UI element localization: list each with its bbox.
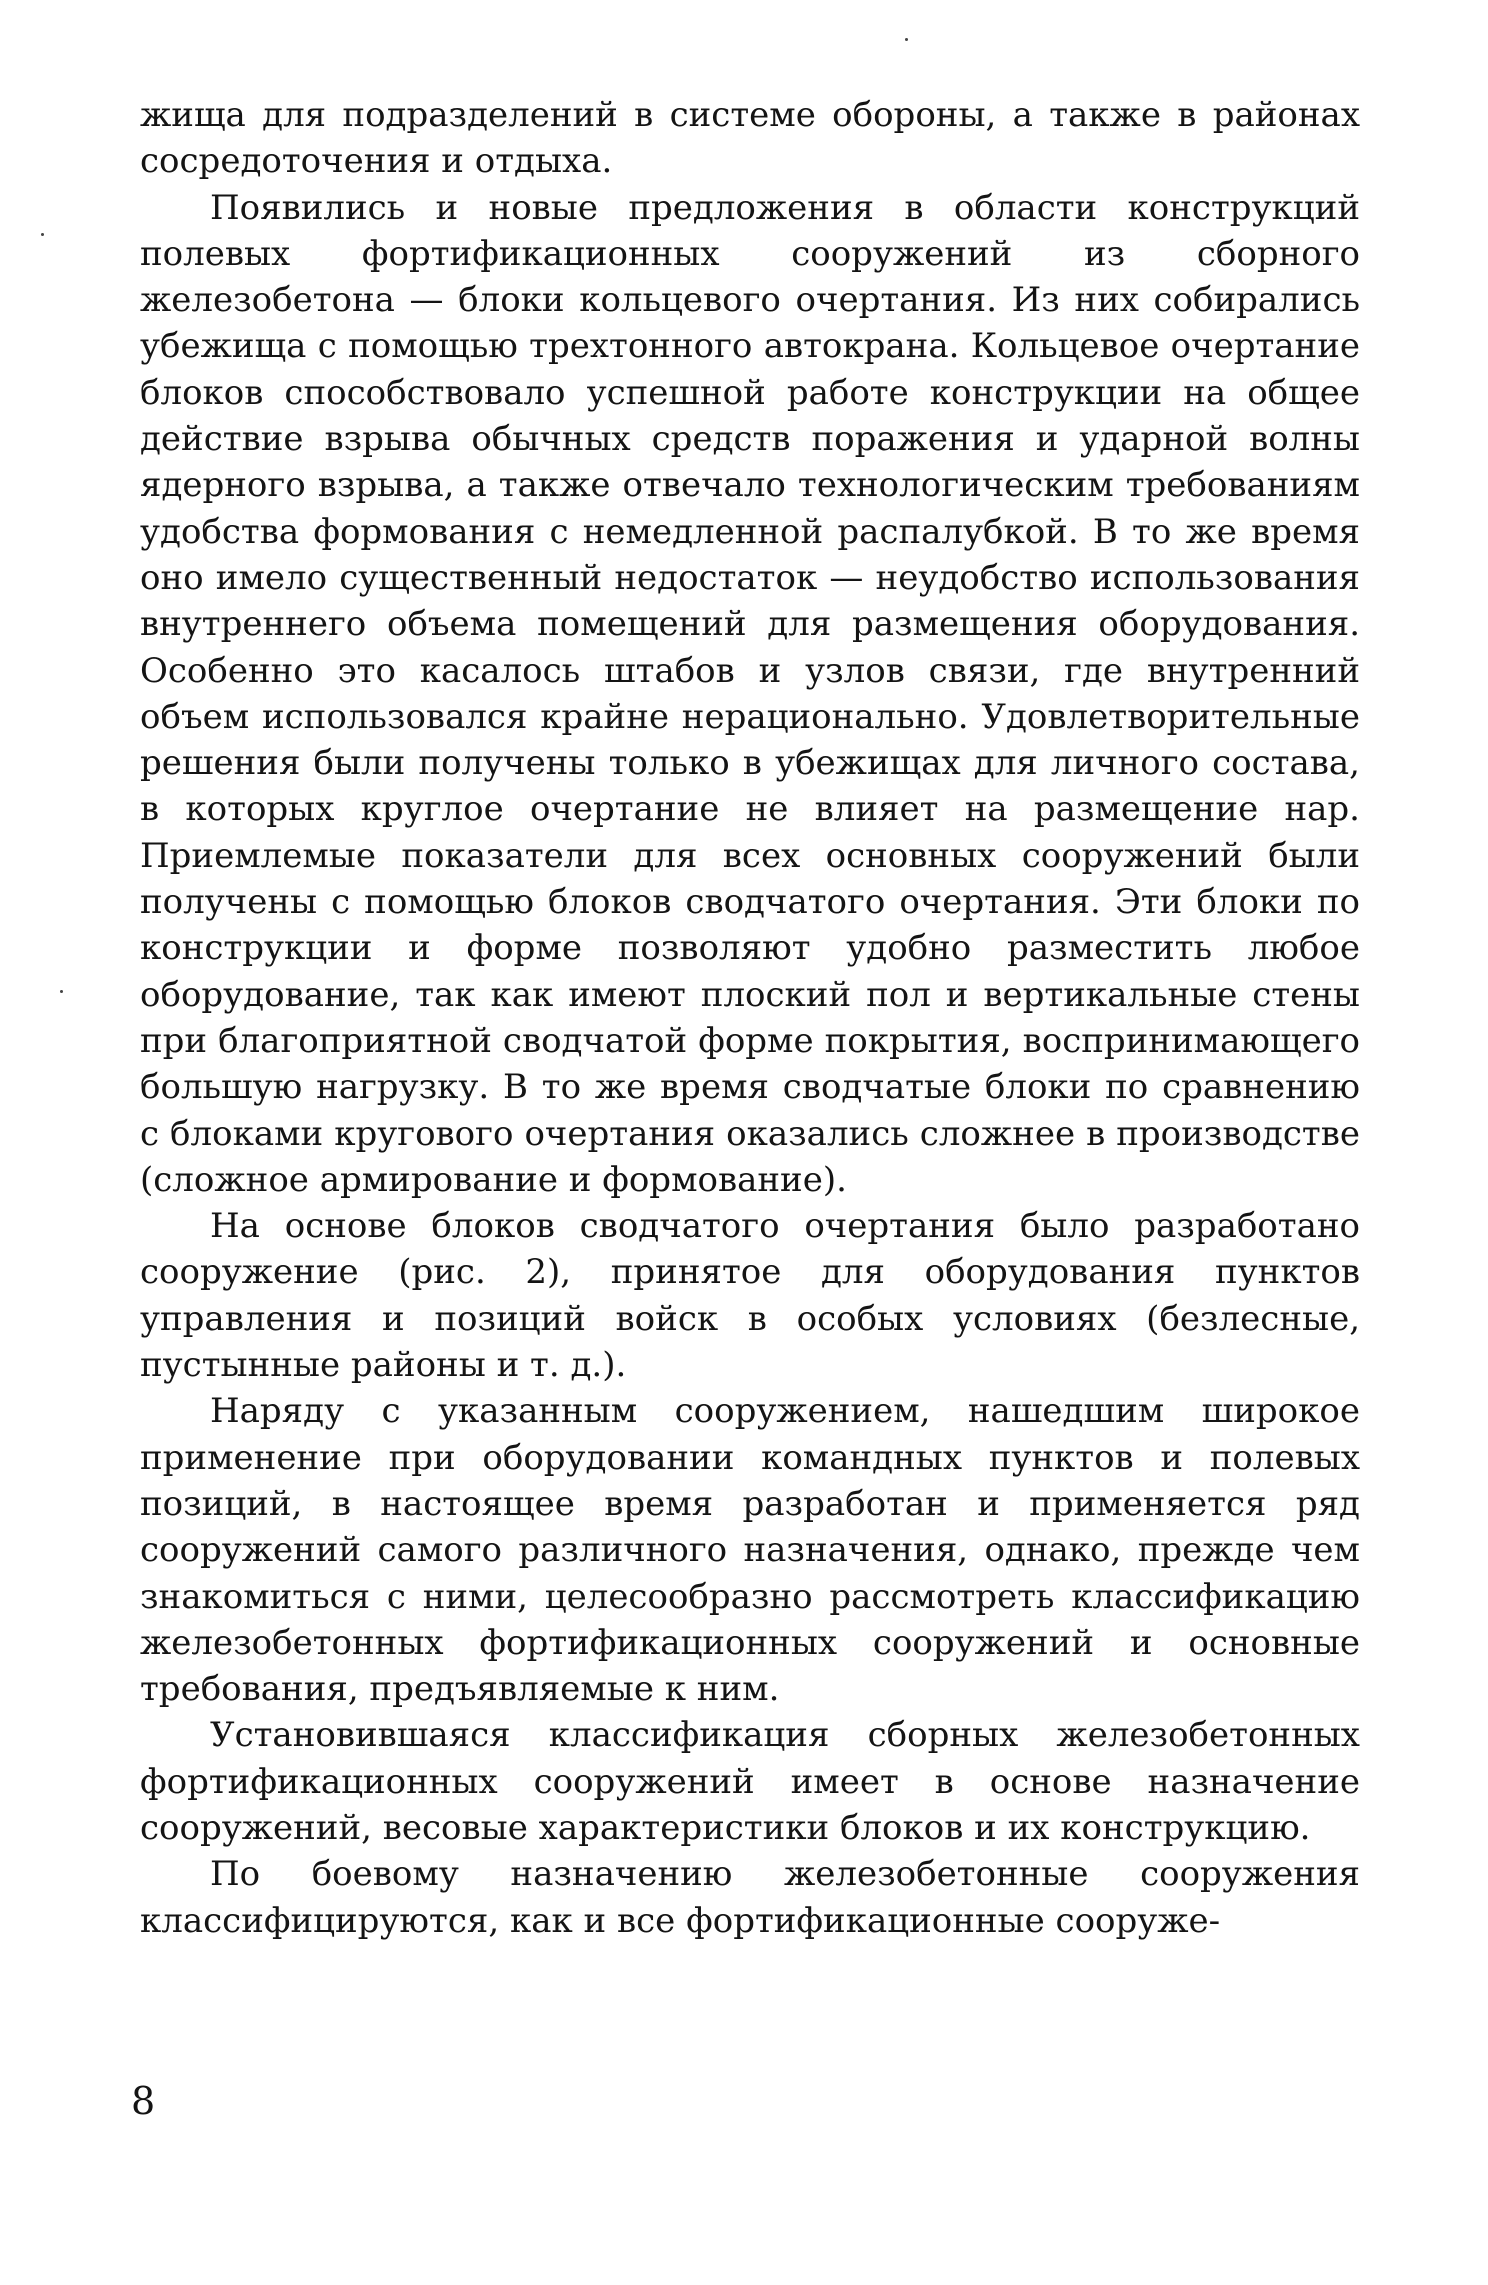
- scan-speck: [60, 990, 63, 993]
- page-number: 8: [131, 2079, 156, 2123]
- paragraph-combat-purpose: По боевому назначению железобетонные сооружения классифицируются, как и все фортификационные сооруже-: [140, 1854, 1360, 1941]
- paragraph-continuation: жища для подразделений в системе обороны, а также в районах сосредоточения и отдыха.: [140, 95, 1360, 182]
- paragraph-ring-blocks: Появились и новые предложения в области конструкций полевых фортификационных сооружений из сборного железобетона — блоки кольцевого очертания. Из них собирались убежища с помощью трехтонного автокрана. Кольцевое очертание блоков способствовало успешной работе конструкции на общее действие взрыва обычных средств поражения и ударной волны ядерного взрыва, а также отвечало технологическим требованиям удобства формования с немедленной распалубкой. В то же время оно имело существенный недостаток — неудобство использования внутреннего объема помещений для размещения оборудования. Особенно это касалось штабов и узлов связи, где внутренний объем использовался крайне нерационально. Удовлетворительные решения были получены только в убежищах для личного состава, в которых круглое очертание не влияет на размещение нар. Приемлемые показатели для всех основных сооружений были получены с помощью блоков сводчатого очертания. Эти блоки по конструкции и форме позволяют удобно разместить любое оборудование, так как имеют плоский пол и вертикальные стены при благоприятной сводчатой форме покрытия, воспринимающего большую нагрузку. В то же время сводчатые блоки по сравнению с блоками кругового очертания оказались сложнее в производстве (сложное армирование и формование).: [140, 187, 1360, 1200]
- paragraph-classification: Установившаяся классификация сборных железобетонных фортификационных сооружений имеет в основе назначение сооружений, весовые характеристики блоков и их конструкцию.: [140, 1715, 1360, 1848]
- page-text-block: [140, 92, 1360, 1944]
- scan-speck: [905, 38, 908, 41]
- scan-speck: [41, 233, 44, 236]
- paragraph-vaulted-structure: На основе блоков сводчатого очертания было разработано сооружение (рис. 2), принятое для оборудования пунктов управления и позиций войск в особых условиях (безлесные, пустынные районы и т. д.).: [140, 1206, 1360, 1386]
- paragraph-other-structures: Наряду с указанным сооружением, нашедшим широкое применение при оборудовании командных пунктов и полевых позиций, в настоящее время разработан и применяется ряд сооружений самого различного назначения, однако, прежде чем знакомиться с ними, целесообразно рассмотреть классификацию железобетонных фортификационных сооружений и основные требования, предъявляемые к ним.: [140, 1391, 1360, 1710]
